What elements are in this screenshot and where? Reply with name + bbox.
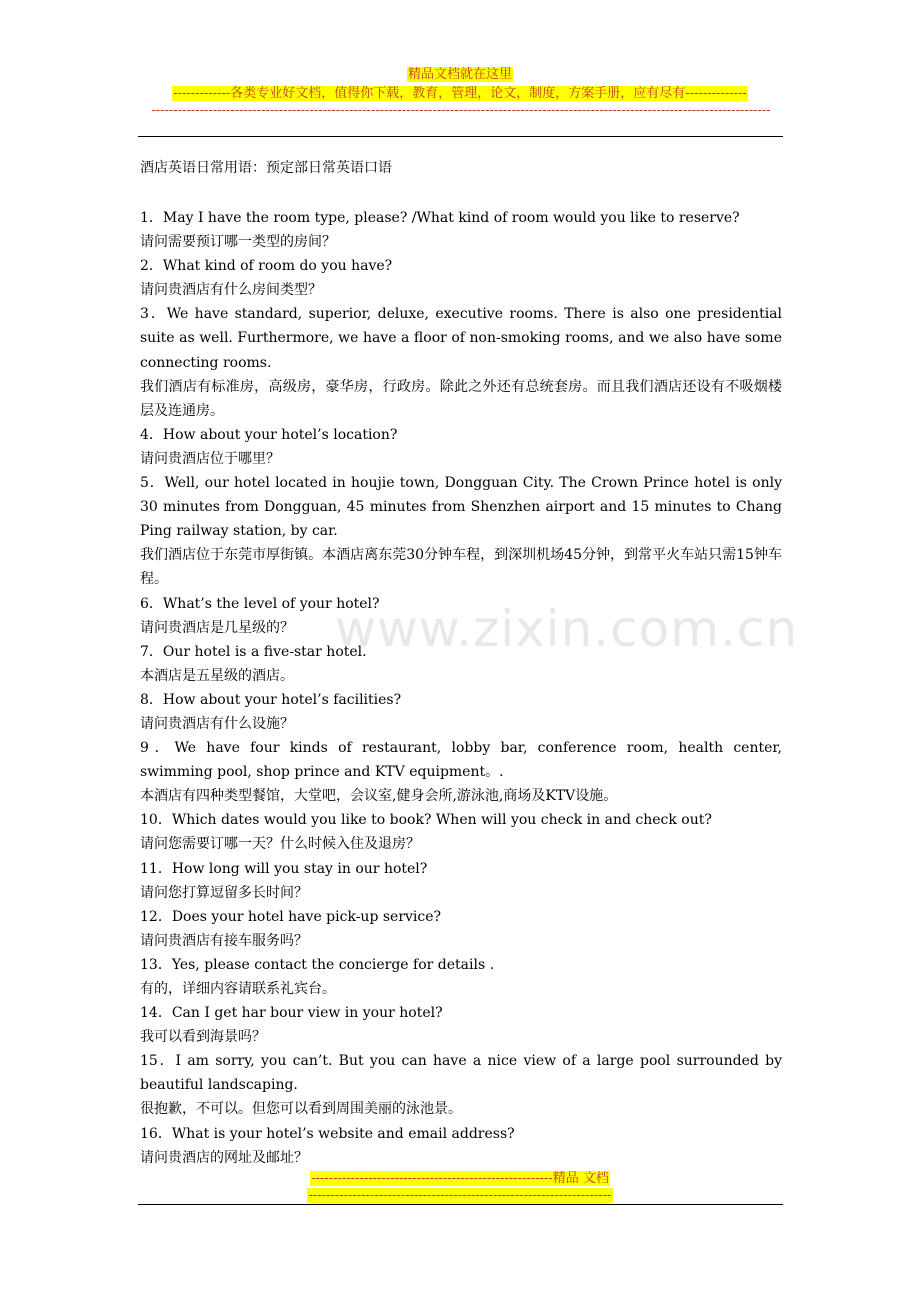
body-line: 8．How about your hotel’s facilities? xyxy=(140,691,402,708)
body-line: 请问需要预订哪一类型的房间？ xyxy=(140,234,336,251)
body-line: 请问贵酒店有什么房间类型？ xyxy=(140,282,322,299)
header-banner xyxy=(0,85,920,102)
footer-line-1-text: -------------------------------------------------------精品 文档 xyxy=(311,1171,609,1186)
document-title: 酒店英语日常用语：预定部日常英语口语 xyxy=(140,160,392,176)
body-line: 7．Our hotel is a five-star hotel. xyxy=(140,643,367,660)
document-body xyxy=(140,206,782,1170)
body-line: 16．What is your hotel’s website and email address? xyxy=(140,1125,515,1142)
body-line: 我可以看到海景吗？ xyxy=(140,1029,266,1046)
footer-line-1 xyxy=(0,1170,920,1187)
footer-line-2 xyxy=(0,1187,920,1204)
body-line: 3．We have standard, superior, deluxe, executive rooms. There is also one presidential suite as well. Furthermore, we have a floor of non-smoking rooms, and we also have some connecting rooms. xyxy=(140,306,782,371)
header-title xyxy=(0,66,920,83)
body-line: 9．We have four kinds of restaurant, lobby bar, conference room, health center, swimming pool, shop prince and KTV equipment。. xyxy=(140,740,782,781)
body-line: 2．What kind of room do you have? xyxy=(140,258,393,275)
body-line: 本酒店是五星级的酒店。 xyxy=(140,667,294,684)
body-line: 12．Does your hotel have pick-up service? xyxy=(140,908,442,925)
footer-rule xyxy=(138,1204,783,1205)
body-line: 本酒店有四种类型餐馆，大堂吧，会议室,健身会所,游泳池,商场及KTV设施。 xyxy=(140,788,618,805)
footer-line-2-text: --------------------------------------------------------------------- xyxy=(308,1188,612,1203)
body-line: 请问贵酒店有接车服务吗？ xyxy=(140,932,308,949)
body-line: 4．How about your hotel’s location? xyxy=(140,426,398,443)
body-line: 11．How long will you stay in our hotel? xyxy=(140,860,428,877)
watermark: www.zixin.com.cn xyxy=(335,600,799,658)
body-line: 请问您打算逗留多长时间？ xyxy=(140,884,308,901)
body-line: 请问贵酒店的网址及邮址？ xyxy=(140,1149,308,1166)
body-line: 6．What’s the level of your hotel? xyxy=(140,595,380,612)
body-line: 14．Can I get har bour view in your hotel? xyxy=(140,1005,443,1022)
body-line: 很抱歉，不可以。但您可以看到周围美丽的泳池景。 xyxy=(140,1101,462,1118)
body-line: 我们酒店有标准房，高级房，豪华房，行政房。除此之外还有总统套房。而且我们酒店还设有不吸烟楼层及连通房。 xyxy=(140,378,782,419)
body-line: 请问贵酒店有什么设施？ xyxy=(140,715,294,732)
body-line: 15．I am sorry, you can’t. But you can have a nice view of a large pool surrounded by beautiful landscaping. xyxy=(140,1053,782,1094)
body-line: 请问贵酒店位于哪里？ xyxy=(140,450,280,467)
body-line: 有的，详细内容请联系礼宾台。 xyxy=(140,981,336,997)
body-line: 13．Yes, please contact the concierge for details . xyxy=(140,956,495,973)
body-line: 我们酒店位于东莞市厚街镇。本酒店离东莞30分钟车程，到深圳机场45分钟，到常平火车站只需15钟车程。 xyxy=(140,547,782,588)
body-line: 1．May I have the room type, please? /What kind of room would you like to reserve? xyxy=(140,210,740,226)
body-line: 5．Well, our hotel located in houjie town, Dongguan City. The Crown Prince hotel is only 30 minutes from Dongguan, 45 minutes from Shenzhen airport and 15 minutes to Chang Ping railway station, by car. xyxy=(140,475,782,540)
body-line: 请问贵酒店是几星级的？ xyxy=(140,619,294,636)
header-title-text: 精品文档就在这里 xyxy=(407,67,512,82)
body-line: 请问您需要订哪一天？什么时候入住及退房？ xyxy=(140,836,420,853)
header-dash-line: --------------------------------------------------------------------------------------------------------------------------------------------- xyxy=(151,103,771,118)
header-rule xyxy=(138,136,783,137)
header-banner-text: -------------各类专业好文档，值得你下载，教育，管理，论文，制度，方案手册，应有尽有-------------- xyxy=(173,86,747,101)
body-line: 10．Which dates would you like to book? When will you check in and check out? xyxy=(140,812,712,829)
